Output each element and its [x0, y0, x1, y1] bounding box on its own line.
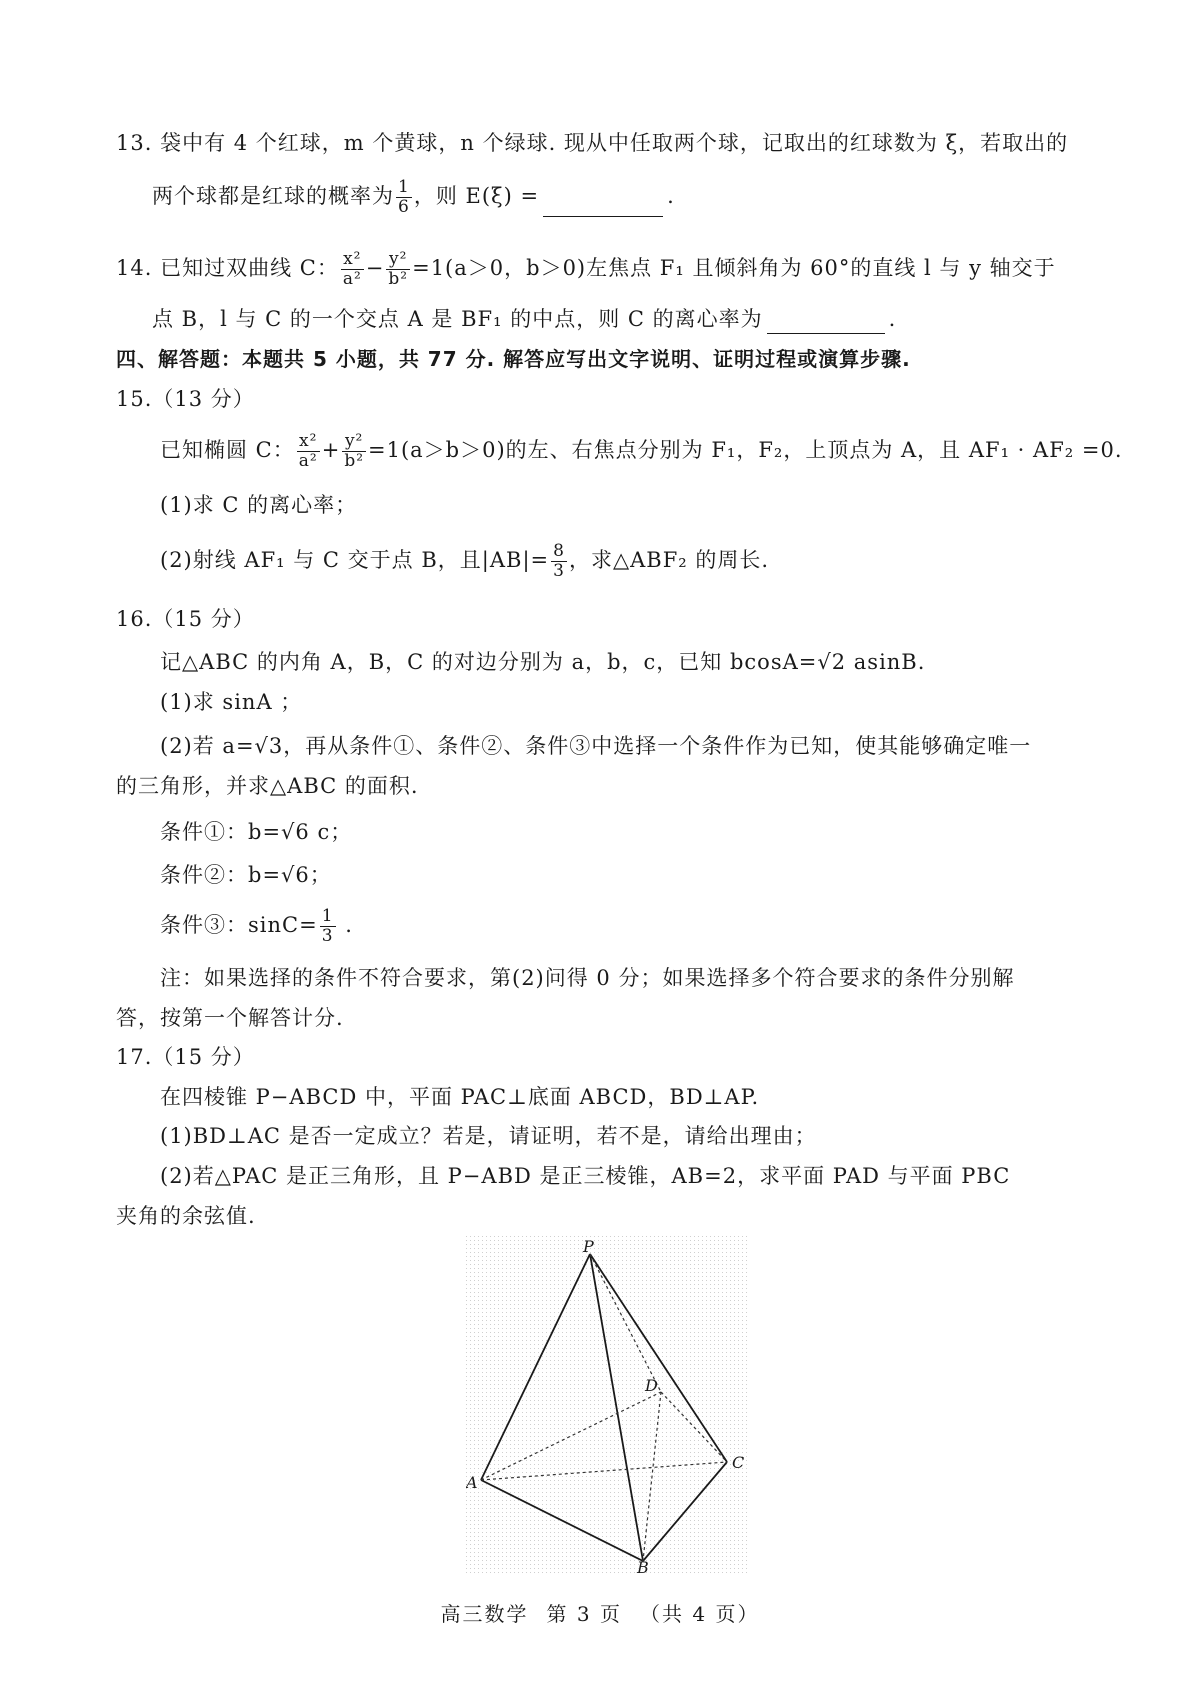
q15-part2-post: ，求△ABF₂ 的周长. [568, 548, 770, 572]
q15-f1-num: x² [297, 432, 320, 452]
label-D: D [645, 1376, 658, 1395]
q14-end: . [888, 307, 897, 331]
q14-f2-den: b² [388, 269, 409, 289]
q15-f2-num: y² [342, 432, 366, 452]
label-P: P [583, 1237, 594, 1256]
q16-condition-3 [160, 907, 353, 946]
q16-cond3-den: 3 [321, 926, 334, 946]
q16-heading: 16.（15 分） [116, 607, 255, 631]
q16-note-line1: 注：如果选择的条件不符合要求，第(2)问得 0 分；如果选择多个符合要求的条件分别解 [160, 966, 1015, 990]
q14-line1 [116, 250, 1056, 289]
q17-stem: 在四棱锥 P−ABCD 中，平面 PAC⊥底面 ABCD，BD⊥AP. [160, 1085, 760, 1109]
q14-f1-den: a² [342, 269, 362, 289]
q17-heading: 17.（15 分） [116, 1045, 255, 1069]
q16-cond3-post: . [337, 913, 353, 937]
q15-part1: (1)求 C 的离心率； [160, 493, 358, 517]
q13-text: 两个球都是红球的概率为 [152, 184, 394, 208]
q14-line2 [152, 304, 896, 334]
q16-condition-1: 条件①：b=√6 c； [160, 820, 353, 844]
q15-heading: 15.（13 分） [116, 387, 255, 411]
q14-minus: − [365, 256, 385, 280]
section-4-heading: 四、解答题：本题共 5 小题，共 77 分. 解答应写出文字说明、证明过程或演算步骤. [116, 347, 911, 371]
pyramid-figure [466, 1236, 750, 1573]
q16-cond3-pre: 条件③：sinC= [160, 913, 318, 937]
q16-part2a: (2)若 a=√3，再从条件①、条件②、条件③中选择一个条件作为已知，使其能够确定唯一 [160, 734, 1032, 758]
q15-f2-den: b² [344, 451, 365, 471]
q15-fraction-y [342, 432, 366, 471]
pyramid-svg [466, 1236, 750, 1573]
q15-f1-den: a² [298, 451, 318, 471]
q17-part2a: (2)若△PAC 是正三角形，且 P−ABD 是正三棱锥，AB=2，求平面 PAD 与平面 PBC [160, 1164, 1011, 1188]
q16-stem: 记△ABC 的内角 A，B，C 的对边分别为 a，b，c，已知 bcosA=√2 asinB. [160, 650, 926, 674]
q14-f2-num: y² [386, 250, 410, 270]
footer-total: （共 4 页） [640, 1602, 760, 1626]
q16-note-line2: 答，按第一个解答计分. [116, 1006, 344, 1030]
q14-fraction-y [386, 250, 410, 289]
q15-part2-fraction [551, 542, 567, 581]
q17-part1: (1)BD⊥AC 是否一定成立？若是，请证明，若不是，请给出理由； [160, 1124, 817, 1148]
q13-line2 [152, 178, 675, 217]
figure-background [466, 1236, 750, 1573]
q14-answer-blank [767, 311, 885, 334]
q14-pre: 14. 已知过双曲线 C： [116, 256, 339, 280]
q14-f1-num: x² [341, 250, 364, 270]
label-B: B [637, 1558, 649, 1573]
label-A: A [466, 1473, 478, 1492]
page-footer [0, 1598, 1200, 1627]
q13-frac-num: 1 [398, 177, 410, 197]
q16-cond3-fraction [320, 907, 336, 946]
q16-part2b: 的三角形，并求△ABC 的面积. [116, 774, 419, 798]
footer-page: 第 3 页 [546, 1602, 622, 1626]
q16-cond3-num: 1 [321, 906, 334, 926]
q15-part2-den: 3 [553, 561, 565, 581]
label-C: C [732, 1453, 745, 1472]
q13-text-post: ，则 E(ξ) = [413, 184, 540, 208]
q15-part2-pre: (2)射线 AF₁ 与 C 交于点 B，且|AB|= [160, 548, 550, 572]
q14-fraction-x [341, 250, 364, 289]
q13-line1: 13. 袋中有 4 个红球，m 个黄球，n 个绿球. 现从中任取两个球，记取出的红球数为 ξ，若取出的 [116, 131, 1069, 155]
q15-stem [160, 432, 1123, 471]
q13-end: . [667, 184, 675, 208]
q15-pre: 已知椭圆 C： [160, 438, 295, 462]
q13-frac-den: 6 [398, 197, 410, 217]
q16-condition-2: 条件②：b=√6； [160, 863, 332, 887]
q14-post: =1(a＞0，b＞0)左焦点 F₁ 且倾斜角为 60°的直线 l 与 y 轴交于 [412, 256, 1056, 280]
q15-part2-num: 8 [553, 541, 565, 561]
q15-fraction-x [297, 432, 320, 471]
q15-plus: + [321, 438, 341, 462]
q14-text2: 点 B，l 与 C 的一个交点 A 是 BF₁ 的中点，则 C 的离心率为 [152, 307, 763, 331]
q15-part2 [160, 542, 769, 581]
q13-fraction [396, 178, 412, 217]
q16-part1: (1)求 sinA ； [160, 690, 303, 714]
q15-post: =1(a＞b＞0)的左、右焦点分别为 F₁，F₂，上顶点为 A，且 AF₁ · AF₂ =0. [368, 438, 1123, 462]
q13-answer-blank [543, 194, 663, 217]
footer-subject: 高三数学 [440, 1602, 529, 1626]
q17-part2b: 夹角的余弦值. [116, 1204, 256, 1228]
